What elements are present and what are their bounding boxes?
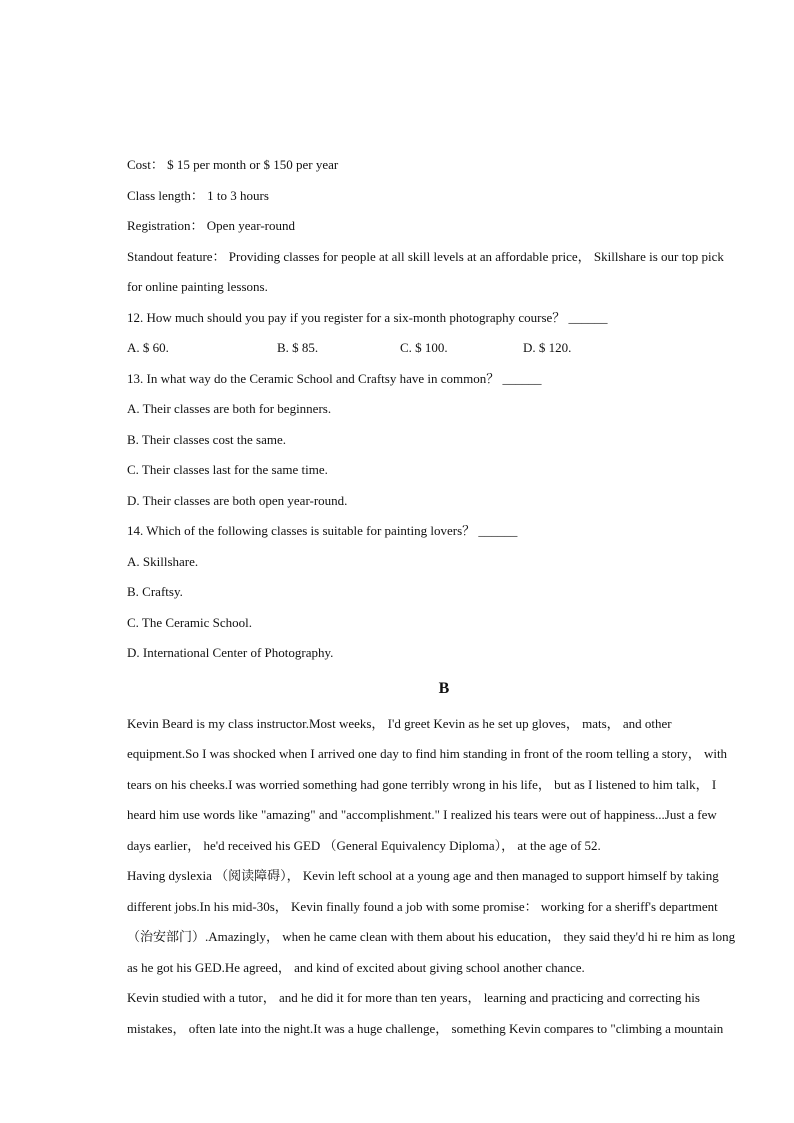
question-13: 13. In what way do the Ceramic School and Craftsy have in common？ ______: [127, 371, 542, 386]
passage-line: Kevin Beard is my class instructor.Most weeks， I'd greet Kevin as he set up gloves， mats， and other: [127, 716, 672, 731]
passage-line: equipment.So I was shocked when I arrived one day to find him standing in front of the room telling a story， with: [127, 746, 728, 761]
question-14: 14. Which of the following classes is suitable for painting lovers？ ______: [127, 523, 518, 538]
q13-option-c: C. Their classes last for the same time.: [127, 462, 328, 477]
q12-option-a: A. $ 60.: [127, 340, 169, 355]
passage-line: Kevin studied with a tutor， and he did it for more than ten years， learning and practicing and correcting his: [127, 990, 700, 1005]
section-b-heading: B: [438, 680, 450, 697]
q14-option-d: D. International Center of Photography.: [127, 645, 334, 660]
registration-line: Registration： Open year-round: [127, 218, 295, 233]
passage-line: as he got his GED.He agreed， and kind of excited about giving school another chance.: [127, 960, 585, 975]
passage-line: （治安部门）.Amazingly， when he came clean with them about his education， they said they'd hi re him as long: [127, 929, 736, 944]
cost-line: Cost： $ 15 per month or $ 150 per year: [127, 157, 339, 172]
passage-line: different jobs.In his mid-30s， Kevin finally found a job with some promise： working for a sheriff's department: [127, 899, 718, 914]
q14-option-a: A. Skillshare.: [127, 554, 199, 569]
standout-feature-line: Standout feature： Providing classes for people at all skill levels at an affordable price， Skillshare is our top pick: [127, 249, 724, 264]
question-12-options: [127, 340, 647, 356]
q12-option-d: D. $ 120.: [523, 340, 572, 355]
passage-line: heard him use words like "amazing" and "accomplishment." I realized his tears were out of happiness...Just a few: [127, 807, 717, 822]
standout-feature-continuation: for online painting lessons.: [127, 279, 268, 294]
passage-line: days earlier， he'd received his GED （General Equivalency Diploma）， at the age of 52.: [127, 838, 601, 853]
q13-option-a: A. Their classes are both for beginners.: [127, 401, 332, 416]
q12-option-c: C. $ 100.: [400, 340, 448, 355]
question-12: 12. How much should you pay if you register for a six-month photography course？ ______: [127, 310, 608, 325]
passage-line: mistakes， often late into the night.It was a huge challenge， something Kevin compares to "climbing a mountain: [127, 1021, 724, 1036]
passage-line: tears on his cheeks.I was worried something had gone terribly wrong in his life， but as I listened to him talk， I: [127, 777, 717, 792]
class-length-line: Class length： 1 to 3 hours: [127, 188, 269, 203]
q13-option-d: D. Their classes are both open year-round.: [127, 493, 348, 508]
q13-option-b: B. Their classes cost the same.: [127, 432, 286, 447]
q14-option-b: B. Craftsy.: [127, 584, 183, 599]
q12-option-b: B. $ 85.: [277, 340, 319, 355]
passage-line: Having dyslexia （阅读障碍）， Kevin left school at a young age and then managed to support himself by taking: [127, 868, 719, 883]
q14-option-c: C. The Ceramic School.: [127, 615, 253, 630]
